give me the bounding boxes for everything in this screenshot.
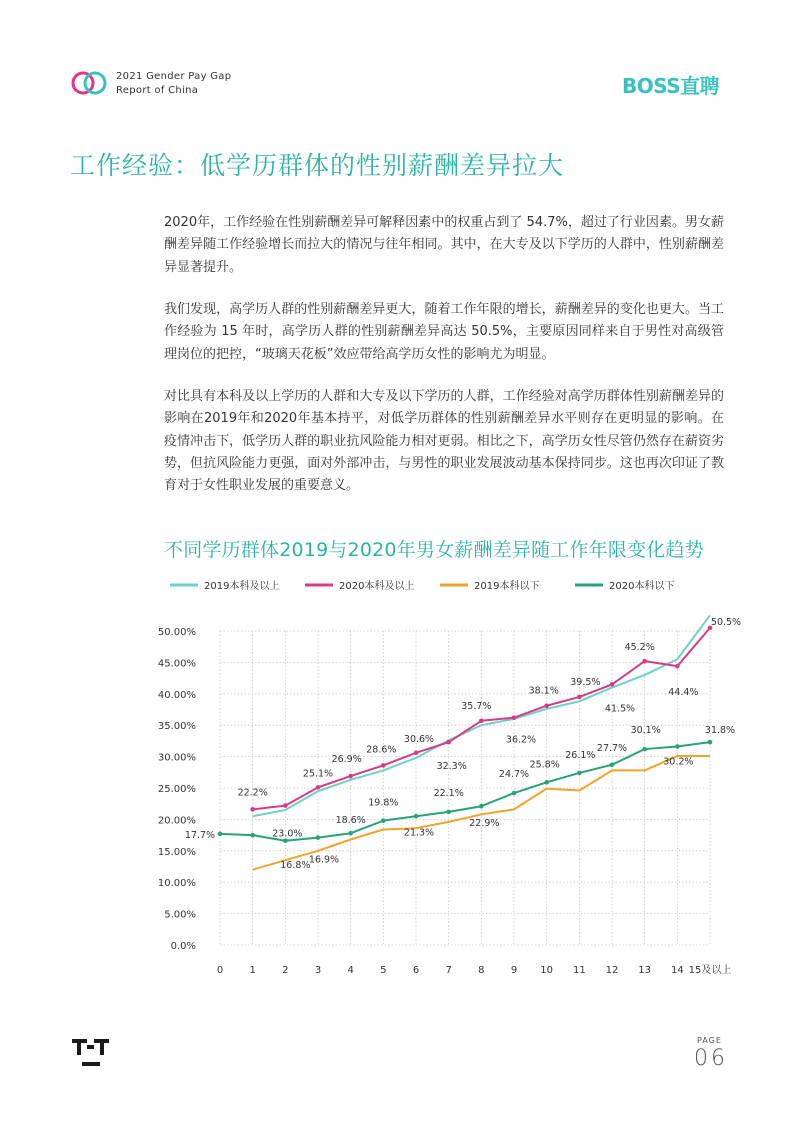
x-tick-label: 6 (412, 965, 420, 976)
data-point (283, 803, 288, 808)
data-point (610, 762, 615, 767)
page-number: 06 (694, 1046, 728, 1071)
data-point (708, 740, 713, 745)
section-title: 工作经验：低学历群体的性别薪酬差异拉大 (70, 151, 565, 180)
data-label: 38.1% (528, 685, 559, 697)
x-tick-label: 9 (510, 965, 518, 976)
data-label: 21.3% (403, 827, 435, 839)
x-tick-label: 5 (380, 965, 387, 976)
y-tick-label: 20.00% (157, 815, 196, 827)
data-label: 16.8% (280, 859, 311, 871)
y-tick-label: 40.00% (157, 689, 196, 701)
x-tick-label: 10 (540, 965, 554, 976)
report-title-line2: Report of China (116, 85, 199, 96)
data-point (479, 719, 484, 724)
page-label: PAGE (697, 1036, 722, 1045)
x-tick-label: 3 (314, 965, 322, 976)
y-tick-label: 30.00% (157, 752, 196, 764)
x-tick-label: 13 (638, 965, 652, 976)
data-point (250, 833, 255, 838)
x-tick-label: 2 (282, 965, 289, 976)
data-label: 50.5% (710, 616, 742, 628)
data-point (414, 814, 419, 819)
y-tick-label: 35.00% (157, 721, 196, 733)
x-tick-label: 15及以上 (688, 965, 732, 976)
chart-title: 不同学历群体2019与2020年男女薪酬差异随工作年限变化趋势 (164, 539, 704, 561)
y-tick-label: 45.00% (157, 658, 196, 670)
data-label: 26.9% (331, 754, 362, 766)
data-point (446, 810, 451, 815)
data-label: 39.5% (570, 676, 601, 688)
legend-label: 2019本科及以上 (204, 581, 280, 592)
paragraph-2: 我们发现，高学历人群的性别薪酬差异更大，随着工作年限的增长，薪酬差异的变化也更大。当工作经验为 15 年时，高学历人群的性别薪酬差异高达 50.5%，主要原因同样来自于男性对高级管理岗位的把控，“玻璃天花板”效应带给高学历女性的影响尤为明显。 (164, 302, 724, 362)
data-point (381, 763, 386, 768)
y-tick-label: 50.00% (157, 627, 196, 638)
data-point (348, 831, 353, 836)
footer-logo-icon (72, 1037, 112, 1069)
y-tick-label: 25.00% (157, 784, 196, 795)
data-label: 16.9% (308, 854, 340, 866)
data-point (544, 703, 549, 708)
data-label: 19.8% (368, 797, 399, 809)
legend-label: 2020本科及以上 (339, 581, 415, 592)
data-label: 30.6% (403, 733, 435, 745)
data-label: 18.6% (335, 815, 366, 827)
data-label: 35.7% (461, 700, 492, 712)
x-tick-label: 7 (445, 965, 452, 976)
data-point (218, 832, 223, 837)
data-label: 17.7% (184, 829, 216, 841)
data-point (512, 715, 517, 720)
x-tick-label: 12 (605, 965, 619, 976)
data-point (577, 771, 582, 776)
data-label: 36.2% (505, 734, 537, 746)
data-label: 22.9% (469, 818, 500, 830)
legend-label: 2019本科以下 (474, 581, 540, 592)
data-label: 25.1% (302, 768, 334, 780)
data-point (577, 695, 582, 700)
data-label: 44.4% (668, 687, 699, 699)
data-label: 24.7% (498, 769, 530, 781)
data-point (250, 807, 255, 812)
data-label: 30.2% (663, 756, 694, 768)
data-label: 26.1% (565, 749, 596, 761)
data-label: 28.6% (366, 744, 397, 756)
brand-logo: BOSS直聘 (622, 74, 720, 98)
data-label: 31.8% (704, 725, 736, 737)
line-chart (150, 565, 742, 985)
x-tick-label: 4 (347, 965, 354, 976)
data-label: 41.5% (604, 703, 636, 715)
data-point (446, 740, 451, 745)
data-point (642, 747, 647, 752)
data-label: 27.7% (596, 742, 628, 754)
paragraph-1: 2020年，工作经验在性别薪酬差异可解释因素中的权重占到了 54.7%，超过了行业因素。男女薪酬差异随工作经验增长而拉大的情况与往年相同。其中，在大专及以下学历的人群中，性别薪酬差异显著提升。 (164, 215, 724, 275)
data-point (348, 774, 353, 779)
data-point (479, 804, 484, 809)
x-tick-label: 8 (478, 965, 485, 976)
y-tick-label: 15.00% (157, 846, 196, 858)
data-point (675, 744, 680, 749)
data-point (316, 785, 321, 790)
data-point (381, 818, 386, 823)
data-label: 22.1% (433, 787, 464, 799)
y-tick-label: 5.00% (164, 909, 196, 921)
legend-label: 2020本科以下 (609, 581, 675, 592)
data-label: 25.8% (529, 759, 560, 771)
data-label: 23.0% (272, 828, 303, 840)
data-label: 22.2% (237, 787, 268, 799)
data-point (610, 682, 615, 687)
data-point (414, 751, 419, 756)
y-tick-label: 0.0% (170, 941, 196, 952)
data-label: 30.1% (630, 725, 661, 737)
data-point (316, 835, 321, 840)
x-tick-label: 1 (249, 965, 256, 976)
x-tick-label: 0 (216, 965, 224, 976)
data-point (544, 780, 549, 785)
data-label: 32.3% (436, 761, 467, 773)
data-label: 45.2% (624, 642, 655, 654)
x-tick-label: 11 (572, 965, 586, 976)
report-logo-icon (70, 69, 110, 97)
data-point (642, 659, 647, 664)
report-title-line1: 2021 Gender Pay Gap (116, 71, 232, 82)
x-tick-label: 14 (670, 965, 684, 976)
data-point (512, 791, 517, 796)
data-point (675, 664, 680, 669)
paragraph-3: 对比具有本科及以上学历的人群和大专及以下学历的人群，工作经验对高学历群体性别薪酬差异的影响在2019年和2020年基本持平，对低学历群体的性别薪酬差异水平则存在更明显的影响。在疫情冲击下，低学历人群的职业抗风险能力相对更弱。相比之下，高学历女性尽管仍然存在薪资劣势，但抗风险能力更强，面对外部冲击，与男性的职业发展波动基本保持同步。这也再次印证了教育对于女性职业发展的重要意义。 (164, 389, 724, 494)
y-tick-label: 10.00% (157, 878, 196, 890)
